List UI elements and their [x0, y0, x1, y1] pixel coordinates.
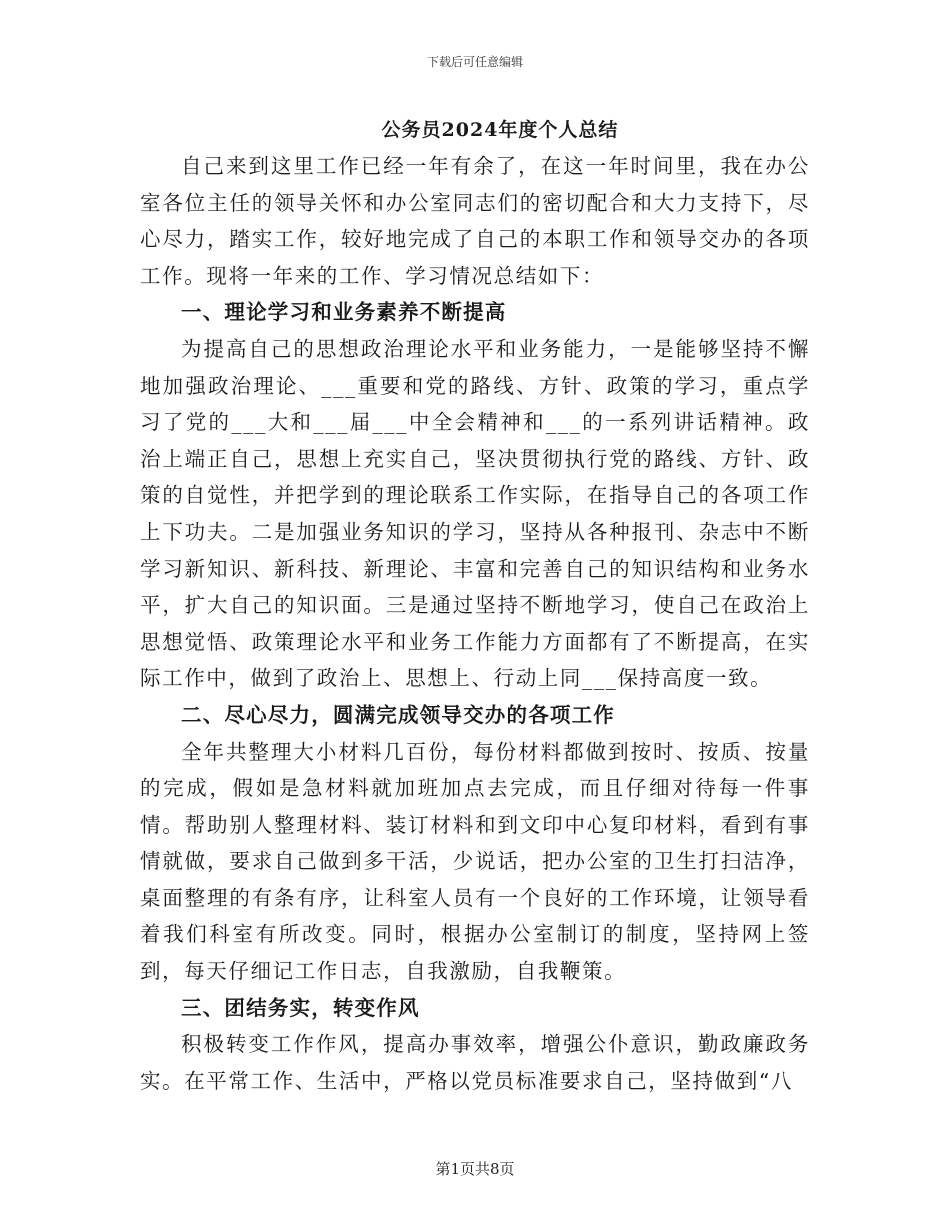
section-heading-1: 一、理论学习和业务素养不断提高 — [181, 300, 507, 325]
section-paragraph-3: 积极转变工作作风，提高办事效率，增强公仆意识，勤政廉政务实。在平常工作、生活中，严格以党员标准要求自己，坚持做到“八 — [140, 1032, 810, 1093]
document-body — [140, 148, 810, 1099]
section-paragraph-1: 为提高自己的思想政治理论水平和业务能力，一是能够坚持不懈地加强政治理论、___重要和党的路线、方针、政策的学习，重点学习了党的___大和___届___中全会精神和___的一系列讲话精神。政治上端正自己，思想上充实自己，坚决贯彻执行党的路线、方针、政策的自觉性，并把学到的理论联系工作实际，在指导自己的各项工作上下功夫。二是加强业务知识的学习，坚持从各种报刊、杂志中不断学习新知识、新科技、新理论、丰富和完善自己的知识结构和业务水平，扩大自己的知识面。三是通过坚持不断地学习，使自己在政治上思想觉悟、政策理论水平和业务工作能力方面都有了不断提高，在实际工作中，做到了政治上、思想上、行动上同___保持高度一致。 — [140, 336, 810, 691]
document-title: 公务员2024年度个人总结 — [381, 119, 619, 141]
intro-paragraph: 自己来到这里工作已经一年有余了，在这一年时间里，我在办公室各位主任的领导关怀和办公室同志们的密切配合和大力支持下，尽心尽力，踏实工作，较好地完成了自己的本职工作和领导交办的各项工作。现将一年来的工作、学习情况总结如下： — [140, 154, 810, 288]
section-paragraph-2: 全年共整理大小材料几百份，每份材料都做到按时、按质、按量的完成，假如是急材料就加班加点去完成，而且仔细对待每一件事情。帮助别人整理材料、装订材料和到文印中心复印材料，看到有事情就做，要求自己做到多干活，少说话，把办公室的卫生打扫洁净，桌面整理的有条有序，让科室人员有一个良好的工作环境，让领导看着我们科室有所改变。同时，根据办公室制订的制度，坚持网上签到，每天仔细记工作日志，自我激励，自我鞭策。 — [140, 739, 810, 984]
page-header-note: 下载后可任意编辑 — [426, 55, 523, 69]
section-heading-2: 二、尽心尽力，圆满完成领导交办的各项工作 — [181, 702, 615, 727]
section-heading-3: 三、团结务实，转变作风 — [181, 995, 420, 1020]
page-number: 第1页共8页 — [435, 1160, 515, 1178]
